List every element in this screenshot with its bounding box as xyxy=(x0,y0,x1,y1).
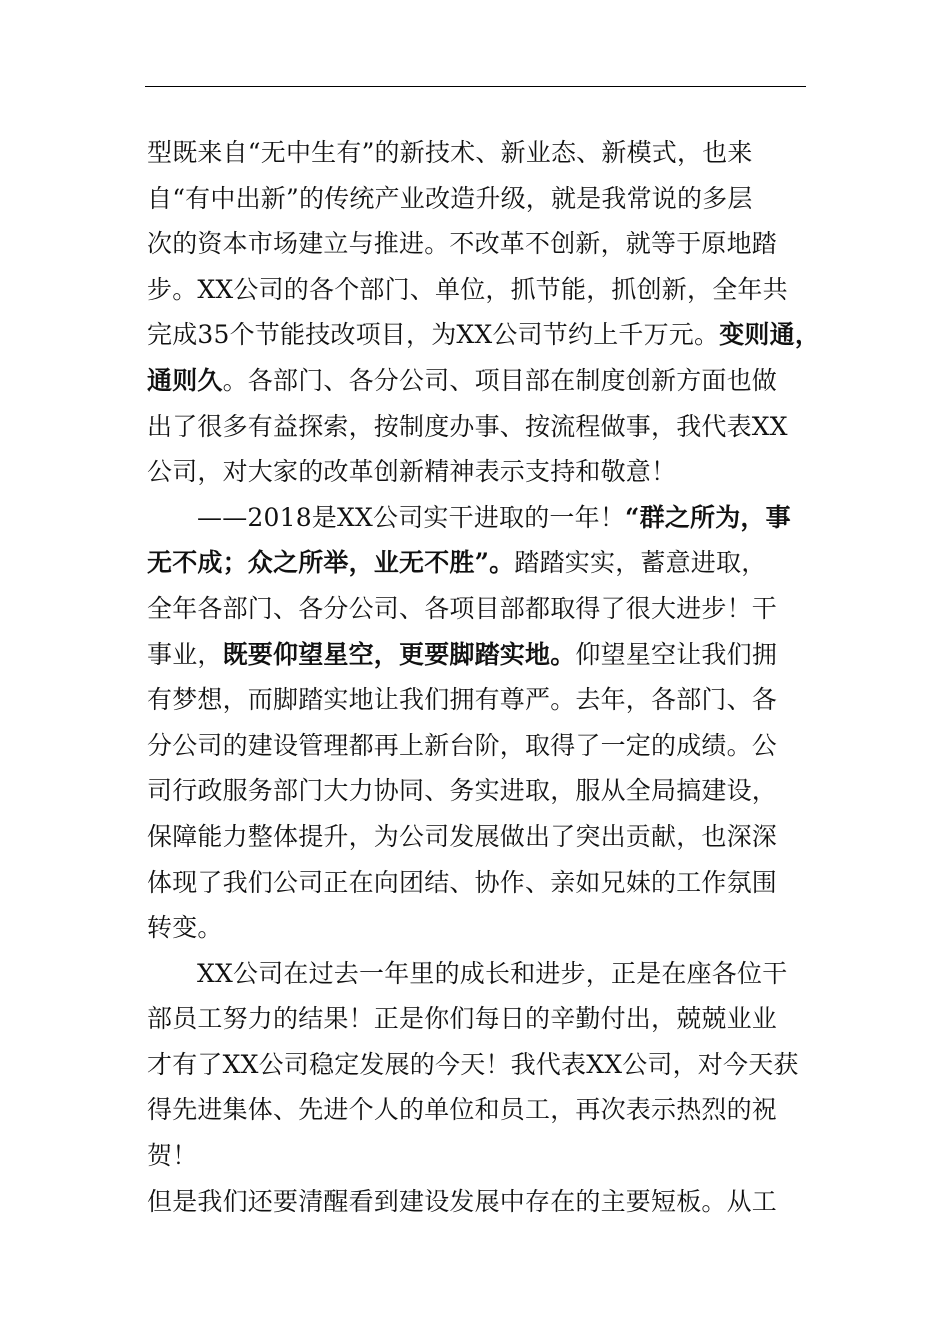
text-run: 公司，对大家的改革创新精神表示支持和敬意！ xyxy=(147,457,677,487)
text-run: 自“有中出新”的传统产业改造升级，就是我常说的多层 xyxy=(147,183,753,213)
text-run: ——2018是XX公司实干进取的一年！ xyxy=(197,502,626,532)
document-body xyxy=(147,130,821,1224)
text-line-5 xyxy=(147,312,821,358)
text-run: 踏踏实实，蓄意进取， xyxy=(514,548,767,578)
bold-text-run: 无不成；众之所举，业无不胜”。 xyxy=(147,548,515,578)
text-run: 部员工努力的结果！正是你们每日的辛勤付出，兢兢业业 xyxy=(147,1004,778,1034)
text-run: 型既来自“无中生有”的新技术、新业态、新模式，也来 xyxy=(147,138,753,167)
text-run: 体现了我们公司正在向团结、协作、亲如兄妹的工作氛围 xyxy=(147,867,778,897)
text-line-11 xyxy=(147,586,811,632)
text-run: 仰望星空让我们拥 xyxy=(575,639,778,669)
text-line-10 xyxy=(147,540,811,586)
text-line-17 xyxy=(147,860,811,906)
text-line-22 xyxy=(147,1087,811,1133)
text-line-19 xyxy=(147,951,811,997)
text-line-6 xyxy=(147,358,811,404)
text-run: 才有了XX公司稳定发展的今天！我代表XX公司，对今天获 xyxy=(147,1049,799,1079)
text-run: 转变。 xyxy=(147,913,223,943)
text-run: 贺！ xyxy=(147,1141,198,1171)
text-run: 但是我们还要清醒看到建设发展中存在的主要短板。从工 xyxy=(147,1186,778,1216)
text-run: 次的资本市场建立与推进。不改革不创新，就等于原地踏 xyxy=(147,229,778,259)
text-line-24 xyxy=(147,1179,811,1225)
text-line-8 xyxy=(147,449,811,495)
text-run: 分公司的建设管理都再上新台阶，取得了一定的成绩。公 xyxy=(147,730,778,760)
text-line-14 xyxy=(147,723,811,769)
text-line-2 xyxy=(147,176,811,222)
text-run: 事业， xyxy=(147,639,223,669)
text-run: 完成35个节能技改项目，为XX公司节约上千万元。 xyxy=(147,320,720,350)
bold-text-run: 既要仰望星空，更要脚踏实地。 xyxy=(222,639,576,669)
text-run: XX公司在过去一年里的成长和进步，正是在座各位干 xyxy=(197,958,788,988)
text-line-18 xyxy=(147,905,811,951)
bold-text-run: 通则久 xyxy=(147,365,223,395)
text-line-13 xyxy=(147,677,811,723)
text-line-12 xyxy=(147,632,811,678)
text-line-23 xyxy=(147,1133,811,1179)
text-run: 全年各部门、各分公司、各项目部都取得了很大进步！干 xyxy=(147,593,778,623)
text-line-4 xyxy=(147,267,811,313)
bold-text-run: “群之所为，事 xyxy=(625,502,791,532)
bold-text-run: 变则通， xyxy=(719,320,821,350)
text-line-3 xyxy=(147,221,811,267)
text-run: 得先进集体、先进个人的单位和员工，再次表示热烈的祝 xyxy=(147,1095,778,1125)
text-run: 步。XX公司的各个部门、单位，抓节能，抓创新，全年共 xyxy=(147,274,788,304)
text-line-1 xyxy=(147,130,811,176)
text-line-7 xyxy=(147,404,811,450)
text-run: 保障能力整体提升，为公司发展做出了突出贡献，也深深 xyxy=(147,821,778,851)
text-run: 有梦想，而脚踏实地让我们拥有尊严。去年，各部门、各 xyxy=(147,685,778,715)
text-run: 。各部门、各分公司、项目部在制度创新方面也做 xyxy=(222,365,778,395)
text-line-16 xyxy=(147,814,811,860)
header-rule xyxy=(145,86,806,87)
text-line-20 xyxy=(147,996,811,1042)
text-line-21 xyxy=(147,1042,811,1088)
text-line-15 xyxy=(147,768,811,814)
text-line-9 xyxy=(147,495,811,541)
text-run: 司行政服务部门大力协同、务实进取，服从全局搞建设， xyxy=(147,776,778,806)
text-run: 出了很多有益探索，按制度办事、按流程做事，我代表XX xyxy=(147,411,788,441)
